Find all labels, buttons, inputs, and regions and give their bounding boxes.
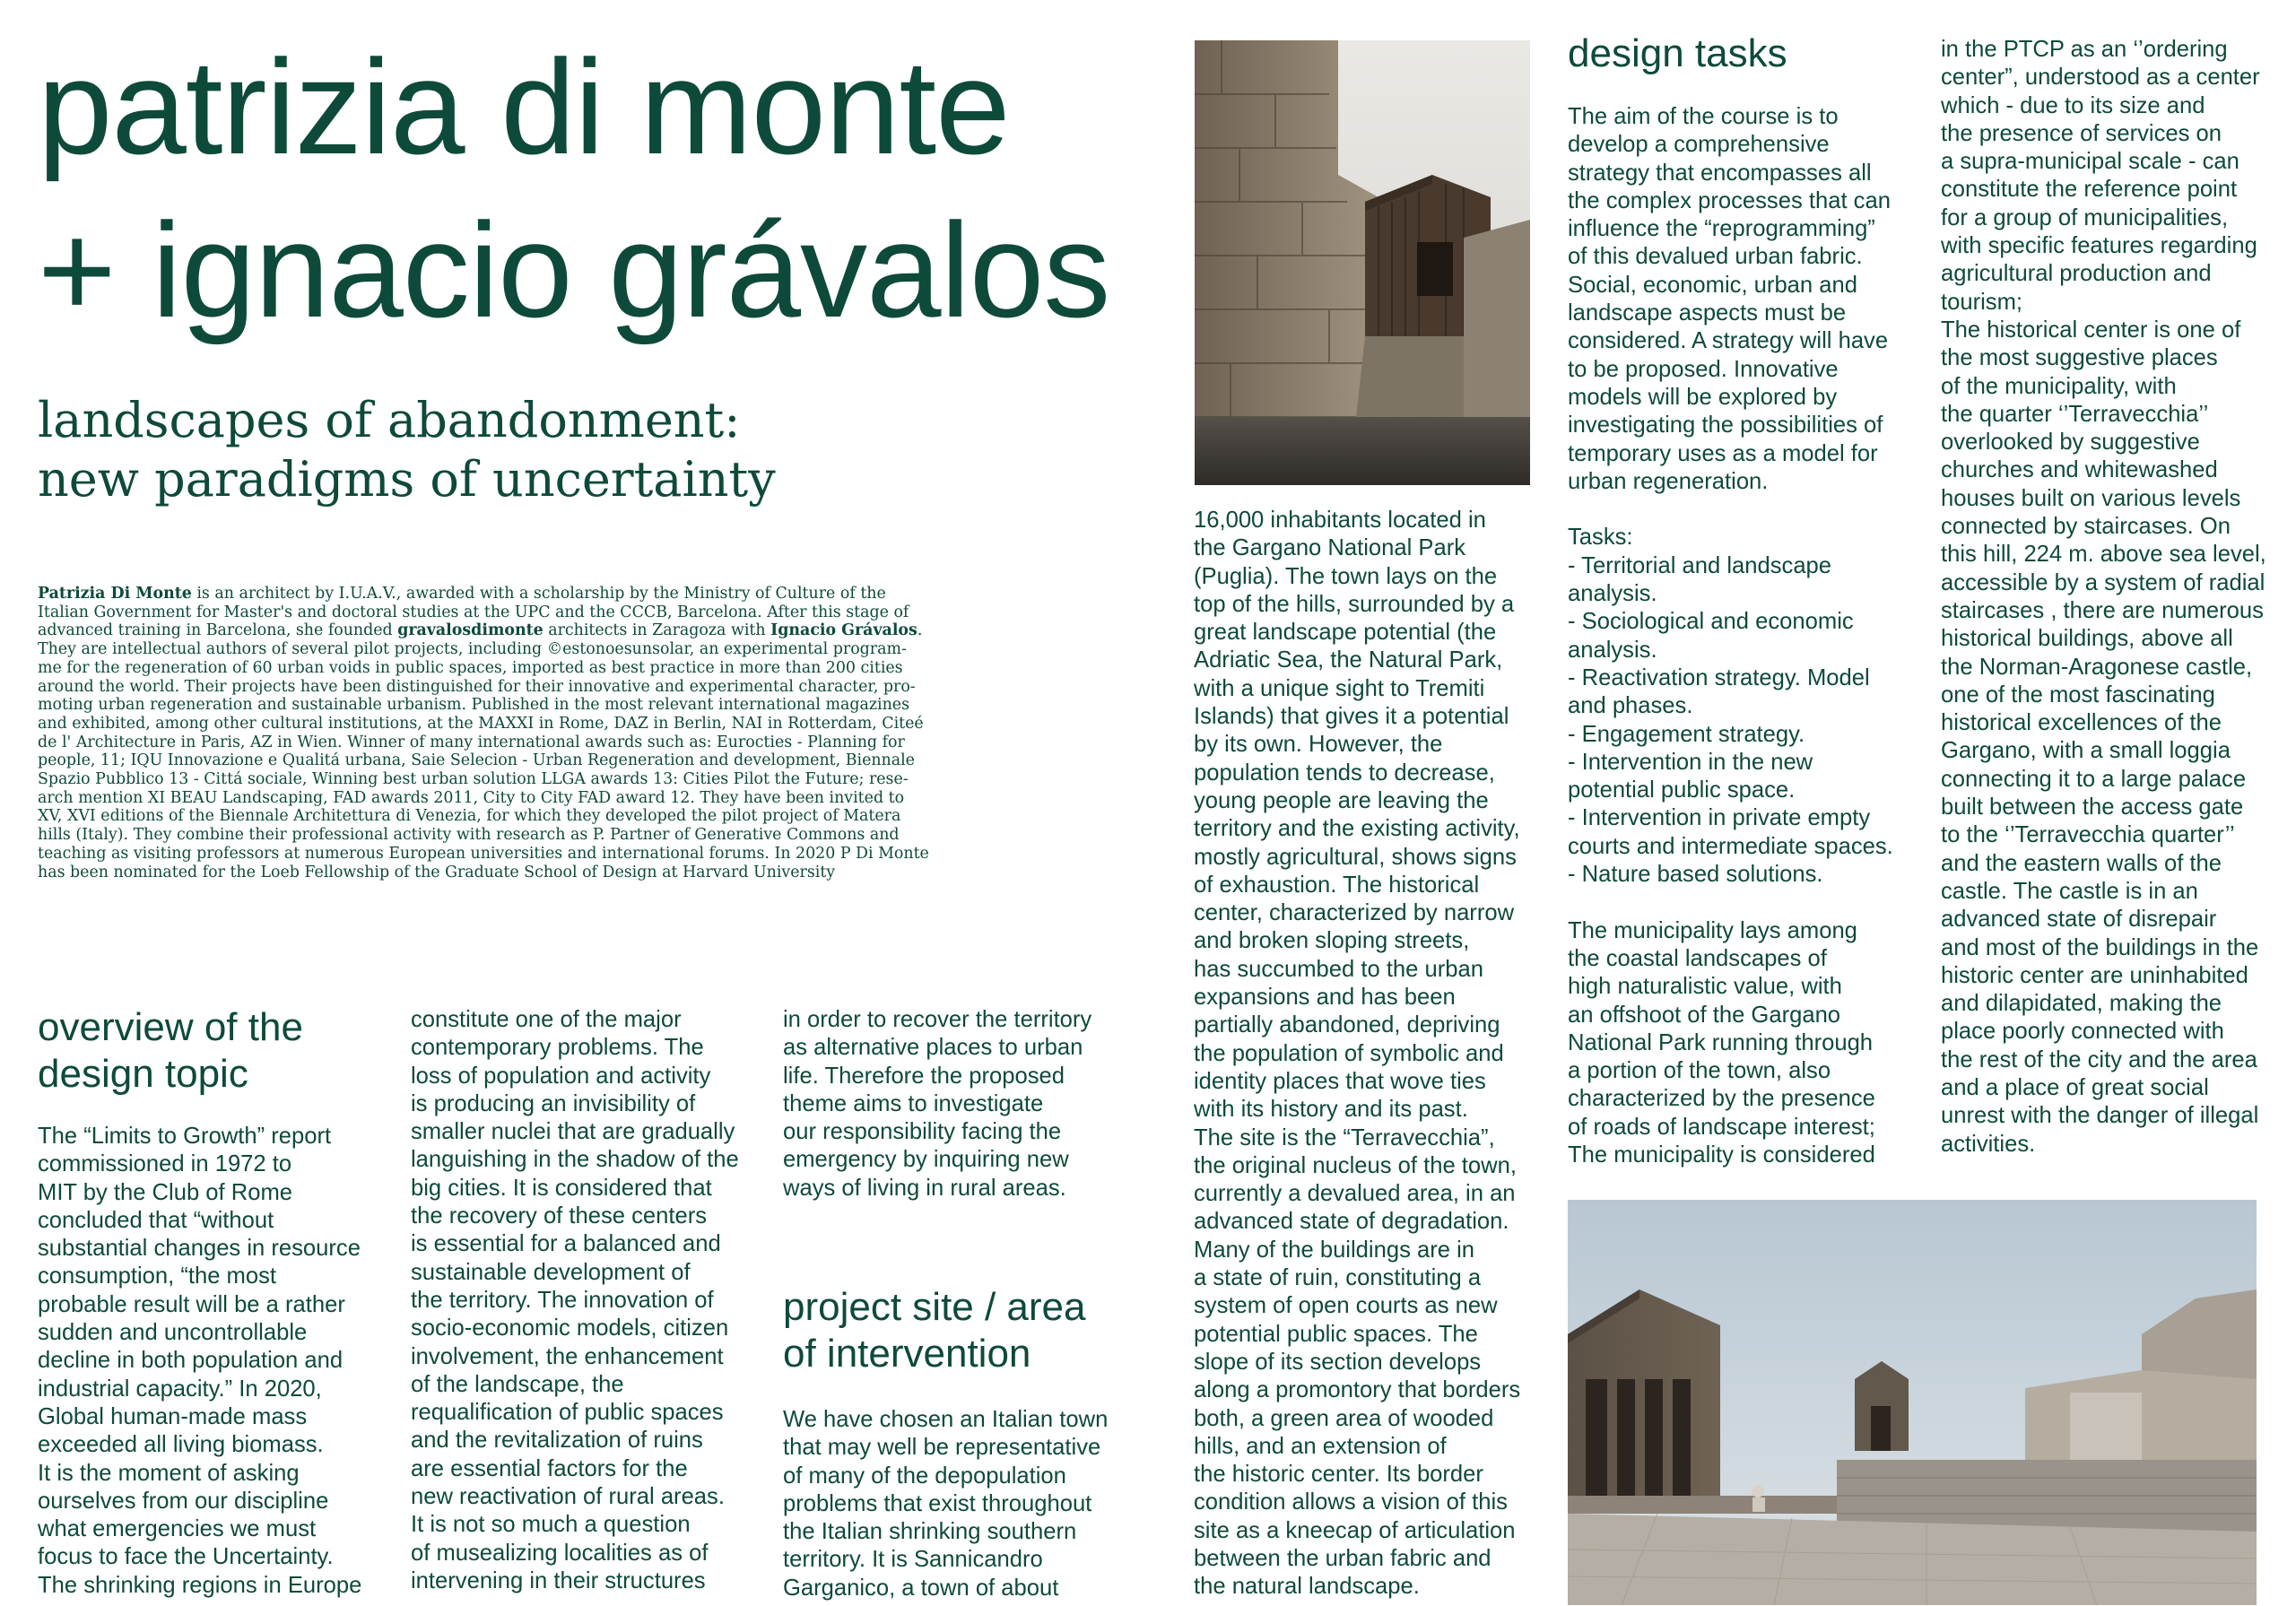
text-line: Social, economic, urban and — [1568, 272, 1857, 298]
text-line: Global human-made mass — [38, 1403, 308, 1429]
bio-line: around the world. Their projects have been distinguished for their innovative and experimental character, pro- — [38, 677, 916, 696]
text-line: analysis. — [1568, 637, 1657, 663]
text-line: with its history and its past. — [1194, 1097, 1468, 1123]
text-line: problems that exist throughout — [783, 1490, 1092, 1516]
text-line: We have chosen an Italian town — [783, 1407, 1109, 1432]
text-line: the population of symbolic and — [1194, 1040, 1504, 1066]
text-line: place poorly connected with — [1941, 1019, 2224, 1045]
text-line: and most of the buildings in the — [1941, 934, 2259, 960]
text-line: connected by staircases. On — [1941, 514, 2231, 540]
title-line: patrizia di monte — [38, 31, 1010, 182]
text-line: and broken sloping streets, — [1194, 928, 1470, 954]
text-line: constitute the reference point — [1941, 177, 2238, 203]
text-line: territory. It is Sannicandro — [783, 1547, 1043, 1573]
text-line: the rest of the city and the area — [1941, 1046, 2257, 1072]
text-line: characterized by the presence — [1568, 1086, 1875, 1112]
text-line: The municipality is considered — [1568, 1142, 1875, 1168]
text-line: sudden and uncontrollable — [38, 1320, 308, 1346]
text-line: houses built on various levels — [1941, 485, 2241, 511]
subtitle-line: new paradigms of uncertainty — [38, 451, 776, 508]
text-line: landscape aspects must be — [1568, 300, 1847, 326]
text-line: the Norman-Aragonese castle, — [1941, 654, 2253, 680]
text-line: this hill, 224 m. above sea level, — [1941, 542, 2266, 568]
text-line: requalification of public spaces — [411, 1400, 724, 1426]
text-line: and phases. — [1568, 693, 1693, 719]
bio-line: hills (Italy). They combine their professional activity with research as P. Partner of Generative Commons and — [38, 826, 900, 845]
text-line: with a unique sight to Tremiti — [1194, 675, 1485, 701]
text-line: hills, and an extension of — [1194, 1433, 1447, 1459]
text-line: - Sociological and economic — [1568, 609, 1854, 635]
text-line: - Reactivation strategy. Model — [1568, 664, 1870, 690]
overview-column-2 — [411, 1006, 739, 1595]
text-line: The historical center is one of — [1941, 317, 2241, 343]
text-line: new reactivation of rural areas. — [411, 1484, 725, 1510]
text-line: a portion of the town, also — [1568, 1058, 1831, 1084]
text-line: currently a devalued area, in an — [1194, 1181, 1516, 1207]
text-line: Gargano, with a small loggia — [1941, 738, 2231, 764]
text-line: big cities. It is considered that — [411, 1175, 712, 1201]
bio-line: has been nominated for the Loeb Fellowship of the Graduate School of Design at Harvard University — [38, 863, 836, 881]
text-line: loss of population and activity — [411, 1063, 711, 1089]
text-line: of this devalued urban fabric. — [1568, 244, 1863, 270]
text-line: the original nucleus of the town, — [1194, 1152, 1517, 1178]
text-line: unrest with the danger of illegal — [1941, 1103, 2259, 1129]
text-line: historical buildings, above all — [1941, 626, 2233, 652]
text-line: investigating the possibilities of — [1568, 412, 1883, 438]
text-line: by its own. However, the — [1194, 732, 1443, 758]
text-line: identity places that wove ties — [1194, 1068, 1486, 1094]
text-line: urban regeneration. — [1568, 468, 1769, 494]
text-line: emergency by inquiring new — [783, 1147, 1069, 1173]
text-line: the coastal landscapes of — [1568, 945, 1827, 971]
text-line: Adriatic Sea, the Natural Park, — [1194, 647, 1503, 673]
bio-paragraph — [38, 585, 929, 881]
text-line: life. Therefore the proposed — [783, 1063, 1065, 1089]
text-line: It is not so much a question — [411, 1512, 691, 1538]
text-line: exceeded all living biomass. — [38, 1432, 324, 1458]
text-line: as alternative places to urban — [783, 1035, 1083, 1061]
text-line — [1568, 889, 1893, 916]
bio-line: Italian Government for Master's and doctoral studies at the UPC and the CCCB, Barcelona. After this stage of — [38, 603, 909, 621]
text-line: focus to face the Uncertainty. — [38, 1544, 334, 1570]
text-line: in the PTCP as an ‘’ordering — [1941, 37, 2228, 62]
text-line: Islands) that gives it a potential — [1194, 704, 1509, 730]
text-line: and the revitalization of ruins — [411, 1428, 703, 1454]
text-line: is essential for a balanced and — [411, 1231, 721, 1257]
text-line: The aim of the course is to — [1568, 104, 1839, 129]
text-line: 16,000 inhabitants located in — [1194, 508, 1486, 533]
text-line: advanced state of degradation. — [1194, 1209, 1509, 1235]
text-line: the Gargano National Park — [1194, 535, 1466, 561]
text-line: activities. — [1941, 1131, 2036, 1157]
text-line: site as a kneecap of articulation — [1194, 1517, 1516, 1543]
text-line: to be proposed. Innovative — [1568, 356, 1839, 382]
text-line: develop a comprehensive — [1568, 132, 1830, 158]
page-title — [38, 25, 1109, 352]
text-line: between the urban fabric and — [1194, 1545, 1492, 1571]
text-line: slope of its section develops — [1194, 1349, 1482, 1375]
text-line: mostly agricultural, shows signs — [1194, 844, 1517, 870]
bio-line: advanced training in Barcelona, she founded gravalosdimonte architects in Zaragoza with Ignacio Grávalos. — [38, 621, 923, 640]
text-line: of exhaustion. The historical — [1194, 872, 1480, 898]
text-line: has succumbed to the urban — [1194, 956, 1483, 982]
site-description-column — [1941, 36, 2266, 1159]
text-line: - Engagement strategy. — [1568, 721, 1805, 747]
text-line: territory and the existing activity, — [1194, 816, 1520, 842]
text-line: a state of ruin, constituting a — [1194, 1265, 1482, 1291]
text-line: the presence of services on — [1941, 120, 2222, 146]
text-line: accessible by a system of radial — [1941, 569, 2266, 595]
text-line: the complex processes that can — [1568, 187, 1891, 213]
text-line: high naturalistic value, with — [1568, 974, 1842, 1000]
text-line: population tends to decrease, — [1194, 760, 1495, 786]
text-line: both, a green area of wooded — [1194, 1405, 1494, 1431]
text-line: temporary uses as a model for — [1568, 440, 1878, 466]
text-line: the territory. The innovation of — [411, 1287, 714, 1313]
text-line: the recovery of these centers — [411, 1203, 708, 1229]
text-line: of many of the depopulation — [783, 1463, 1066, 1489]
text-line: historical excellences of the — [1941, 710, 2222, 736]
text-line: center, characterized by narrow — [1194, 900, 1515, 926]
text-line: Many of the buildings are in — [1194, 1237, 1474, 1263]
text-line: constitute one of the major — [411, 1007, 682, 1032]
text-line: languishing in the shadow of the — [411, 1147, 739, 1173]
text-line: built between the access gate — [1941, 794, 2244, 820]
text-line: advanced state of disrepair — [1941, 907, 2217, 933]
text-line: that may well be representative — [783, 1435, 1101, 1461]
text-line: The “Limits to Growth” report — [38, 1124, 332, 1149]
bio-line: me for the regeneration of 60 urban voids in public spaces, imported as best practice in more than 200 cities — [38, 658, 903, 677]
text-line: decline in both population and — [38, 1348, 344, 1374]
overview-heading: overview of the design topic — [38, 1005, 303, 1096]
design-tasks-heading: design tasks — [1568, 31, 1787, 75]
text-line: ways of living in rural areas. — [783, 1175, 1066, 1201]
text-line: connecting it to a large palace — [1941, 766, 2247, 792]
bio-line: de l' Architecture in Paris, AZ in Wien. Winner of many international awards such as: Eurocties - Planning for — [38, 733, 905, 751]
text-line: and a place of great social — [1941, 1074, 2209, 1100]
text-line: consumption, “the most — [38, 1263, 277, 1289]
text-line: sustainable development of — [411, 1259, 691, 1285]
courtyard-render-photo — [1568, 1200, 2257, 1605]
text-line: one of the most fascinating — [1941, 681, 2215, 708]
text-line: - Intervention in the new — [1568, 749, 1813, 775]
text-line: our responsibility facing the — [783, 1119, 1062, 1145]
bio-line: moting urban regeneration and sustainable urbanism. Published in the most relevant international magazines — [38, 696, 909, 715]
text-line: substantial changes in resource — [38, 1236, 361, 1262]
text-line: socio-economic models, citizen — [411, 1315, 729, 1341]
text-line: strategy that encompasses all — [1568, 160, 1872, 186]
text-line: involvement, the enhancement — [411, 1343, 724, 1369]
text-line: (Puglia). The town lays on the — [1194, 563, 1498, 589]
text-line: historic center are uninhabited — [1941, 962, 2248, 988]
text-line: top of the hills, surrounded by a — [1194, 591, 1515, 617]
text-line: intervening in their structures — [411, 1567, 706, 1593]
text-line: the Italian shrinking southern — [783, 1519, 1077, 1545]
bio-line: people, 11; IQU Innovazione e Qualitá urbana, Saie Selecion - Urban Regeneration and development, Biennale — [38, 751, 915, 770]
text-line: the natural landscape. — [1194, 1574, 1420, 1600]
text-line: courts and intermediate spaces. — [1568, 833, 1893, 859]
text-line: great landscape potential (the — [1194, 620, 1497, 646]
project-site-column-1 — [783, 1406, 1108, 1602]
text-line: ourselves from our discipline — [38, 1488, 329, 1514]
text-line: - Nature based solutions. — [1568, 862, 1823, 888]
text-line: The municipality lays among — [1568, 917, 1857, 943]
text-line: The site is the “Terravecchia”, — [1194, 1124, 1495, 1150]
text-line: influence the “reprogramming” — [1568, 216, 1875, 242]
text-line: which - due to its size and — [1941, 92, 2205, 118]
design-tasks-column — [1568, 103, 1893, 1169]
text-line: MIT by the Club of Rome — [38, 1179, 293, 1205]
bio-line: Spazio Pubblico 13 - Cittá sociale, Winning best urban solution LLGA awards 13: Cities Pilot the Future; rese- — [38, 770, 909, 789]
text-line: the quarter ‘’Terravecchia’’ — [1941, 401, 2209, 427]
text-line: of the landscape, the — [411, 1371, 624, 1397]
page-subtitle — [38, 391, 776, 509]
bio-name-bold: Patrizia Di Monte — [38, 585, 192, 603]
text-line: in order to recover the territory — [783, 1007, 1092, 1032]
text-line: churches and whitewashed — [1941, 457, 2218, 483]
text-line: analysis. — [1568, 581, 1657, 607]
text-line: what emergencies we must — [38, 1516, 317, 1542]
text-line: of the municipality, with — [1941, 373, 2177, 399]
text-line: partially abandoned, depriving — [1194, 1012, 1500, 1038]
text-line: models will be explored by — [1568, 384, 1838, 410]
text-line: It is the moment of asking — [38, 1460, 300, 1486]
text-line: theme aims to investigate — [783, 1090, 1044, 1116]
text-line: industrial capacity.” In 2020, — [38, 1376, 322, 1402]
overview-column-1 — [38, 1123, 361, 1600]
bio-line: Patrizia Di Monte is an architect by I.U.A.V., awarded with a scholarship by the Ministry of Culture of the — [38, 585, 886, 603]
subtitle-line: landscapes of abandonment: — [38, 392, 741, 448]
text-line: condition allows a vision of this — [1194, 1489, 1508, 1515]
text-line: a supra-municipal scale - can — [1941, 149, 2239, 175]
text-line: center”, understood as a center — [1941, 65, 2260, 91]
text-line: considered. A strategy will have — [1568, 328, 1889, 354]
text-line: with specific features regarding — [1941, 233, 2257, 259]
project-site-heading: project site / area of intervention — [783, 1285, 1086, 1376]
text-line: probable result will be a rather — [38, 1291, 345, 1317]
text-line: - Territorial and landscape — [1568, 552, 1832, 578]
text-line — [1568, 496, 1893, 524]
text-line: the most suggestive places — [1941, 345, 2218, 371]
bio-line: teaching as visiting professors at numerous European universities and international forums. In 2020 P Di Monte — [38, 844, 929, 863]
bio-line: and exhibited, among other cultural institutions, at the MAXXI in Rome, DAZ in Berlin, NAI in Rotterdam, Citeé — [38, 714, 924, 733]
text-line: contemporary problems. The — [411, 1035, 704, 1061]
bio-firm-bold: gravalosdimonte — [397, 621, 544, 640]
text-line: concluded that “without — [38, 1207, 274, 1233]
text-line: system of open courts as new — [1194, 1293, 1498, 1319]
text-line: and the eastern walls of the — [1941, 850, 2222, 876]
text-line: agricultural production and — [1941, 261, 2212, 287]
text-line: potential public spaces. The — [1194, 1321, 1478, 1347]
text-line: of roads of landscape interest; — [1568, 1114, 1875, 1140]
overview-column-3 — [783, 1006, 1091, 1202]
text-line: and dilapidated, making the — [1941, 991, 2222, 1017]
text-line: staircases , there are numerous — [1941, 597, 2264, 623]
text-line: along a promontory that borders — [1194, 1377, 1521, 1403]
text-line: to the ‘’Terravecchia quarter’’ — [1941, 822, 2235, 848]
text-line: The shrinking regions in Europe — [38, 1572, 362, 1598]
text-line: is producing an invisibility of — [411, 1090, 696, 1116]
bio-line: XV, XVI editions of the Biennale Architettura di Venezia, for which they developed the pilot project of Matera — [38, 807, 901, 826]
text-line: National Park running through — [1568, 1029, 1874, 1055]
bio-line: arch mention XI BEAU Landscaping, FAD awards 2011, City to City FAD award 12. They have been invited to — [38, 788, 905, 807]
text-line: Garganico, a town of about — [783, 1575, 1059, 1601]
text-line: of musealizing localities as of — [411, 1540, 709, 1566]
project-site-column-2 — [1194, 507, 1520, 1602]
text-line: for a group of municipalities, — [1941, 204, 2229, 230]
text-line: smaller nuclei that are gradually — [411, 1119, 735, 1145]
text-line: are essential factors for the — [411, 1455, 688, 1481]
text-line: overlooked by suggestive — [1941, 430, 2200, 456]
text-line: young people are leaving the — [1194, 787, 1489, 813]
bio-partner-bold: Ignacio Grávalos — [770, 621, 918, 640]
text-line: commissioned in 1972 to — [38, 1151, 292, 1177]
text-line: castle. The castle is in an — [1941, 878, 2198, 904]
text-line: an offshoot of the Gargano — [1568, 1002, 1841, 1028]
text-line: Tasks: — [1568, 525, 1633, 551]
bio-line: They are intellectual authors of several pilot projects, including ©estonoesunsolar, an experimental program- — [38, 640, 907, 659]
ruin-street-photo — [1195, 40, 1530, 485]
text-line: potential public space. — [1568, 777, 1796, 803]
title-line: + ignacio grávalos — [38, 195, 1110, 345]
text-line: - Intervention in private empty — [1568, 805, 1871, 831]
text-line: expansions and has been — [1194, 985, 1456, 1011]
text-line: tourism; — [1941, 289, 2023, 315]
text-line: the historic center. Its border — [1194, 1462, 1483, 1488]
